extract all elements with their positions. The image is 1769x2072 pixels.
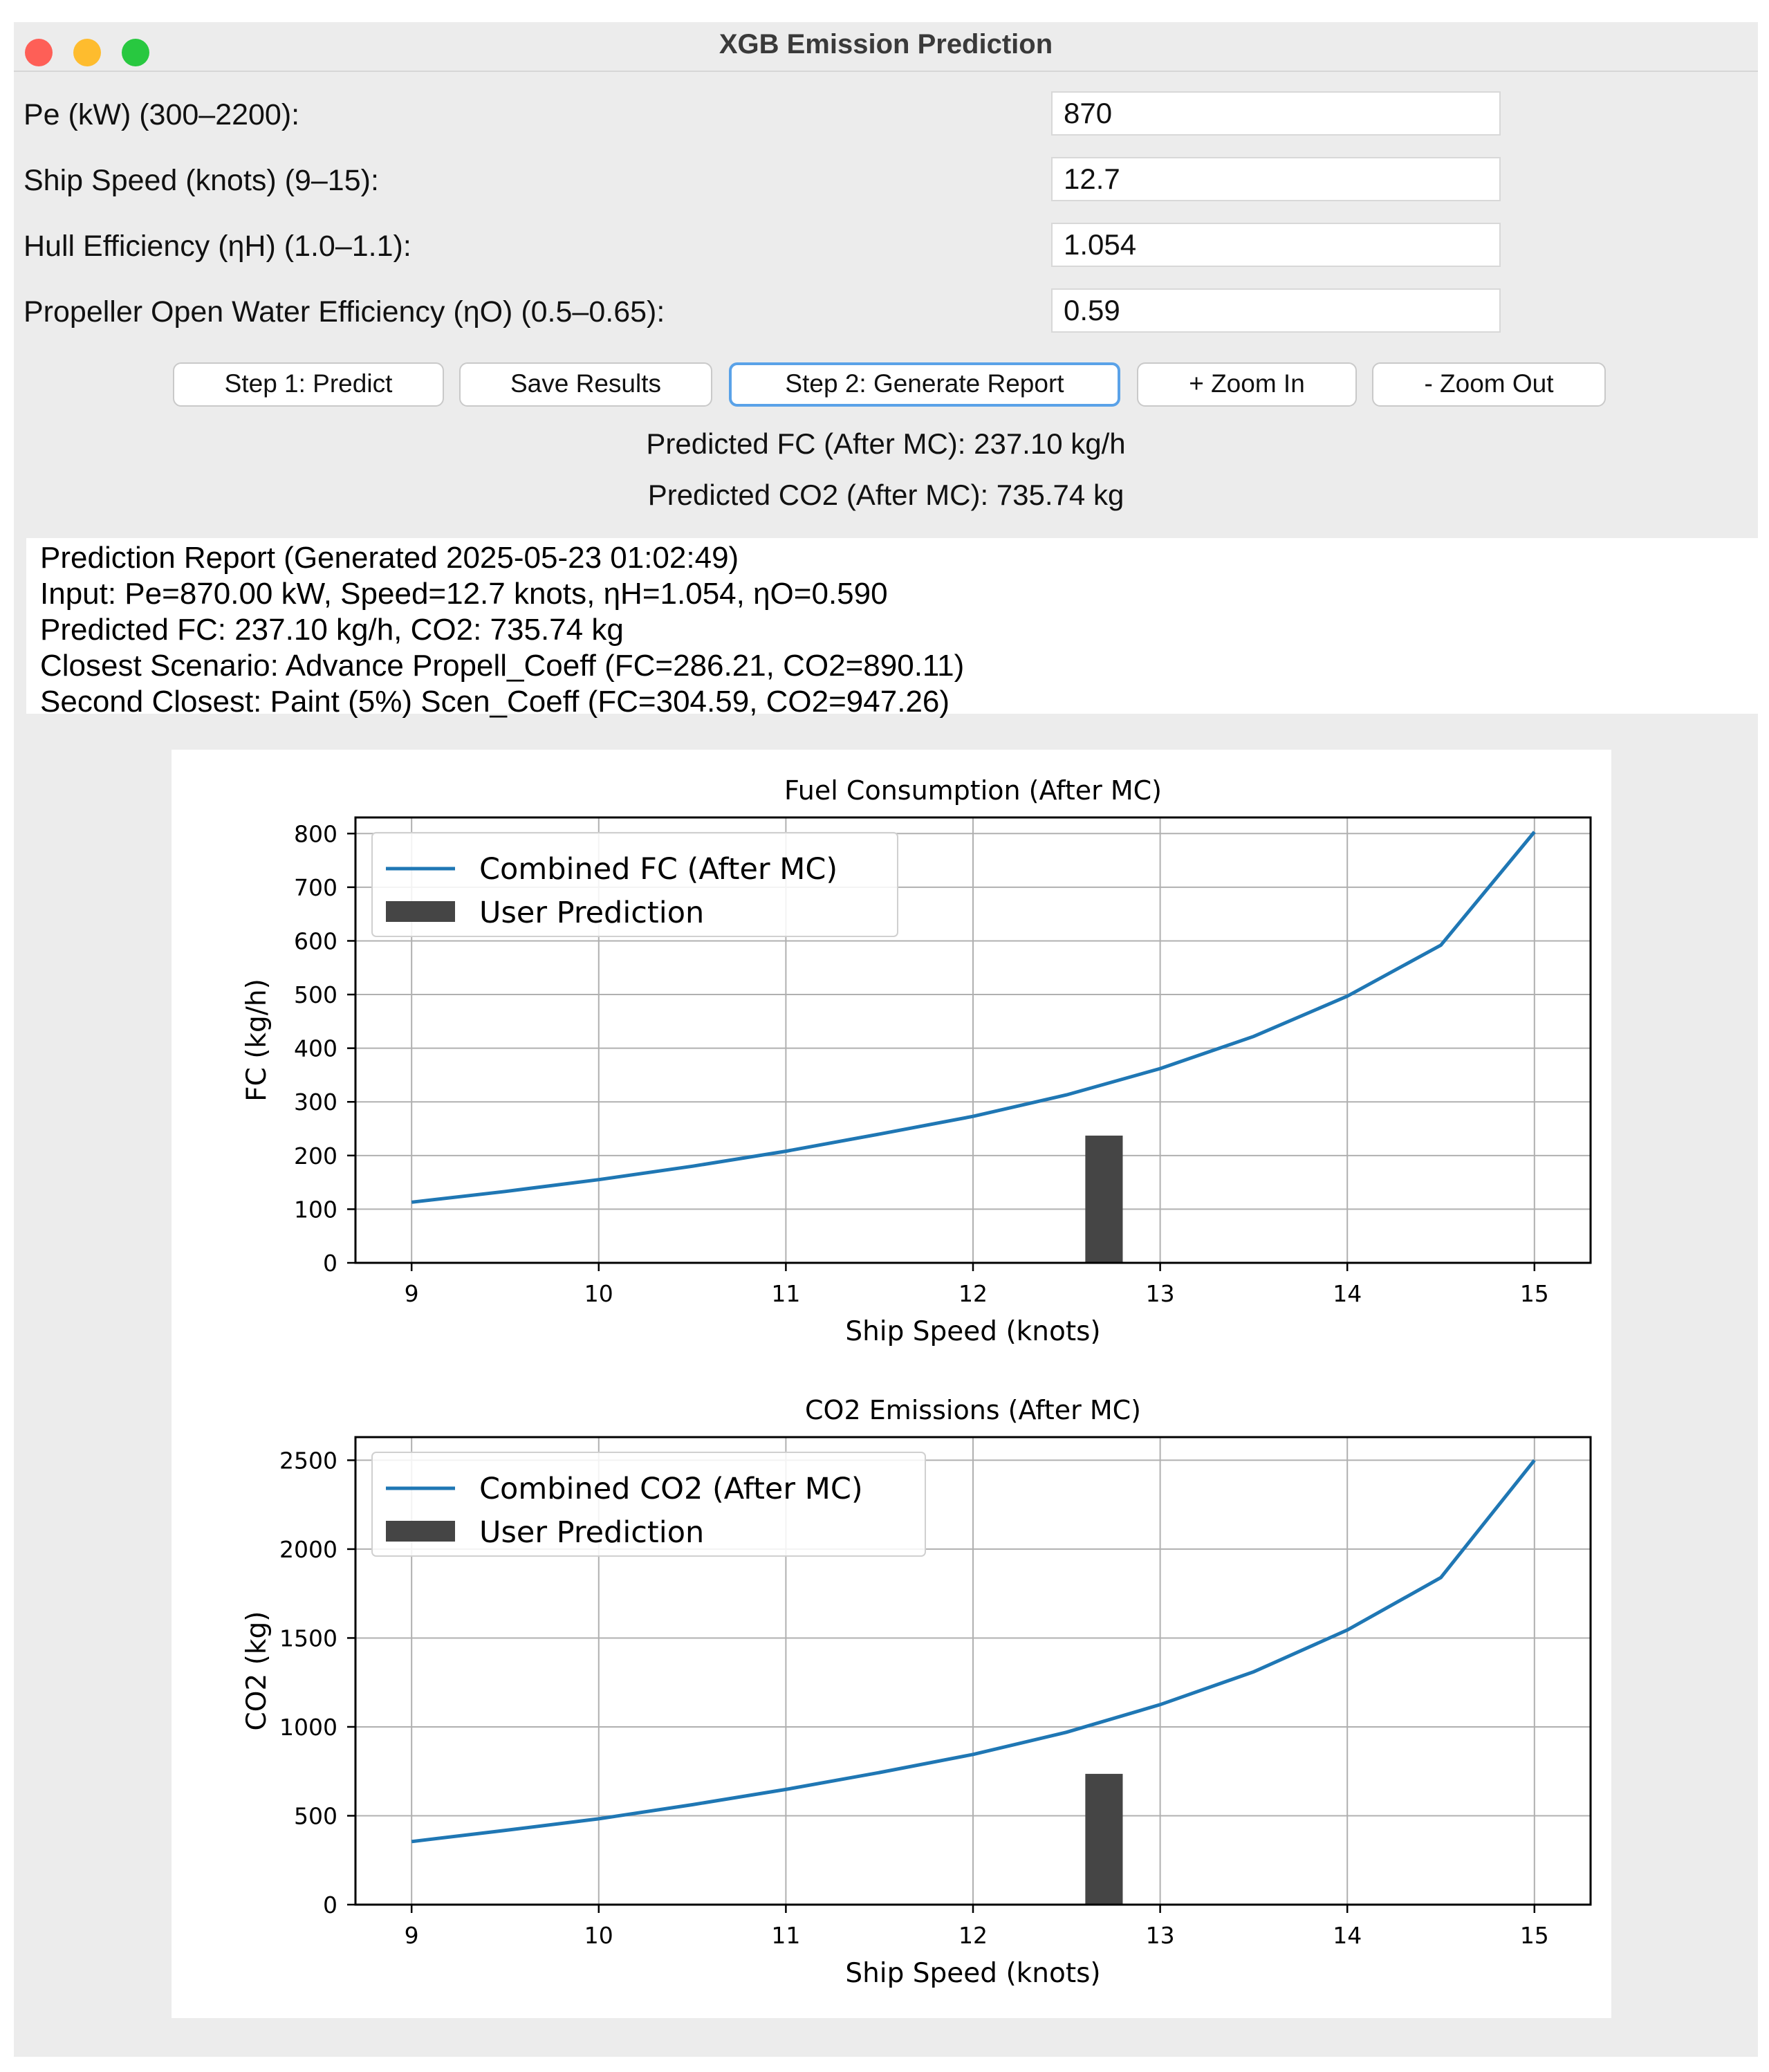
y-tick-label: 500 xyxy=(294,1802,337,1830)
x-tick-label: 11 xyxy=(771,1922,801,1949)
hull-efficiency-input[interactable] xyxy=(1051,223,1501,267)
y-axis-label: CO2 (kg) xyxy=(241,1611,272,1731)
x-tick-label: 10 xyxy=(584,1922,613,1949)
legend-label: Combined CO2 (After MC) xyxy=(479,1472,863,1506)
chart-figure xyxy=(172,750,1611,2018)
predicted-fc-text: Predicted FC (After MC): 237.10 kg/h xyxy=(646,427,1126,460)
x-tick-label: 15 xyxy=(1519,1922,1549,1949)
legend-label: Combined FC (After MC) xyxy=(479,852,838,887)
speed-label: Ship Speed (knots) (9–15): xyxy=(24,164,379,197)
generate-report-button[interactable]: Step 2: Generate Report xyxy=(729,362,1120,407)
x-tick-label: 12 xyxy=(958,1280,988,1307)
chart-title: Fuel Consumption (After MC) xyxy=(784,775,1162,806)
pe-input[interactable] xyxy=(1051,91,1501,136)
y-tick-label: 2000 xyxy=(279,1535,337,1563)
report-line: Input: Pe=870.00 kW, Speed=12.7 knots, ηH=1.054, ηO=0.590 xyxy=(40,577,888,611)
legend-label: User Prediction xyxy=(479,1515,705,1550)
y-axis-label: FC (kg/h) xyxy=(241,979,272,1102)
report-line: Closest Scenario: Advance Propell_Coeff (FC=286.21, CO2=890.11) xyxy=(40,649,965,683)
legend-bar-swatch xyxy=(386,901,455,922)
y-tick-label: 0 xyxy=(323,1250,337,1277)
y-tick-label: 700 xyxy=(294,873,337,901)
y-tick-label: 500 xyxy=(294,981,337,1009)
legend-bar-swatch xyxy=(386,1521,455,1542)
window-title: XGB Emission Prediction xyxy=(719,29,1053,59)
y-tick-label: 100 xyxy=(294,1196,337,1223)
y-tick-label: 400 xyxy=(294,1035,337,1062)
y-tick-label: 200 xyxy=(294,1142,337,1169)
propeller-efficiency-input[interactable] xyxy=(1051,288,1501,333)
report-panel xyxy=(26,538,1758,719)
charts-svg xyxy=(172,750,1611,2018)
y-tick-label: 300 xyxy=(294,1089,337,1116)
x-tick-label: 12 xyxy=(958,1922,988,1949)
form-row-propeller xyxy=(24,288,1752,337)
x-tick-label: 11 xyxy=(771,1280,801,1307)
y-tick-label: 1500 xyxy=(279,1625,337,1652)
user-prediction-bar xyxy=(1085,1136,1122,1263)
form-row-hull xyxy=(24,223,1752,271)
pe-label: Pe (kW) (300–2200): xyxy=(24,98,300,131)
report-line: Predicted FC: 237.10 kg/h, CO2: 735.74 kg xyxy=(40,613,624,647)
predicted-co2-text: Predicted CO2 (After MC): 735.74 kg xyxy=(647,479,1124,511)
x-tick-label: 9 xyxy=(404,1922,419,1949)
x-tick-label: 13 xyxy=(1145,1922,1175,1949)
app-window xyxy=(14,22,1758,2057)
y-tick-label: 2500 xyxy=(279,1447,337,1474)
chart-title: CO2 Emissions (After MC) xyxy=(805,1395,1141,1425)
zoom-out-button[interactable]: - Zoom Out xyxy=(1372,362,1606,407)
x-tick-label: 10 xyxy=(584,1280,613,1307)
user-prediction-bar xyxy=(1085,1774,1122,1905)
x-tick-label: 9 xyxy=(404,1280,419,1307)
y-tick-label: 800 xyxy=(294,820,337,848)
x-tick-label: 14 xyxy=(1333,1280,1362,1307)
form-row-speed xyxy=(24,157,1752,205)
x-tick-label: 15 xyxy=(1519,1280,1549,1307)
y-tick-label: 600 xyxy=(294,927,337,955)
hull-efficiency-label: Hull Efficiency (ηH) (1.0–1.1): xyxy=(24,230,411,263)
legend-label: User Prediction xyxy=(479,896,705,930)
save-results-button[interactable]: Save Results xyxy=(459,362,712,407)
y-tick-label: 0 xyxy=(323,1891,337,1918)
title-bar xyxy=(14,22,1758,72)
report-line: Prediction Report (Generated 2025-05-23 01:02:49) xyxy=(40,541,739,575)
x-axis-label: Ship Speed (knots) xyxy=(845,1316,1101,1347)
zoom-in-button[interactable]: + Zoom In xyxy=(1137,362,1357,407)
predict-button[interactable]: Step 1: Predict xyxy=(173,362,444,407)
report-line: Second Closest: Paint (5%) Scen_Coeff (FC=304.59, CO2=947.26) xyxy=(40,685,950,719)
x-tick-label: 13 xyxy=(1145,1280,1175,1307)
form-row-pe xyxy=(24,91,1752,140)
x-axis-label: Ship Speed (knots) xyxy=(845,1958,1101,1989)
x-tick-label: 14 xyxy=(1333,1922,1362,1949)
y-tick-label: 1000 xyxy=(279,1713,337,1741)
propeller-efficiency-label: Propeller Open Water Efficiency (ηO) (0.5–0.65): xyxy=(24,295,665,329)
speed-input[interactable] xyxy=(1051,157,1501,201)
